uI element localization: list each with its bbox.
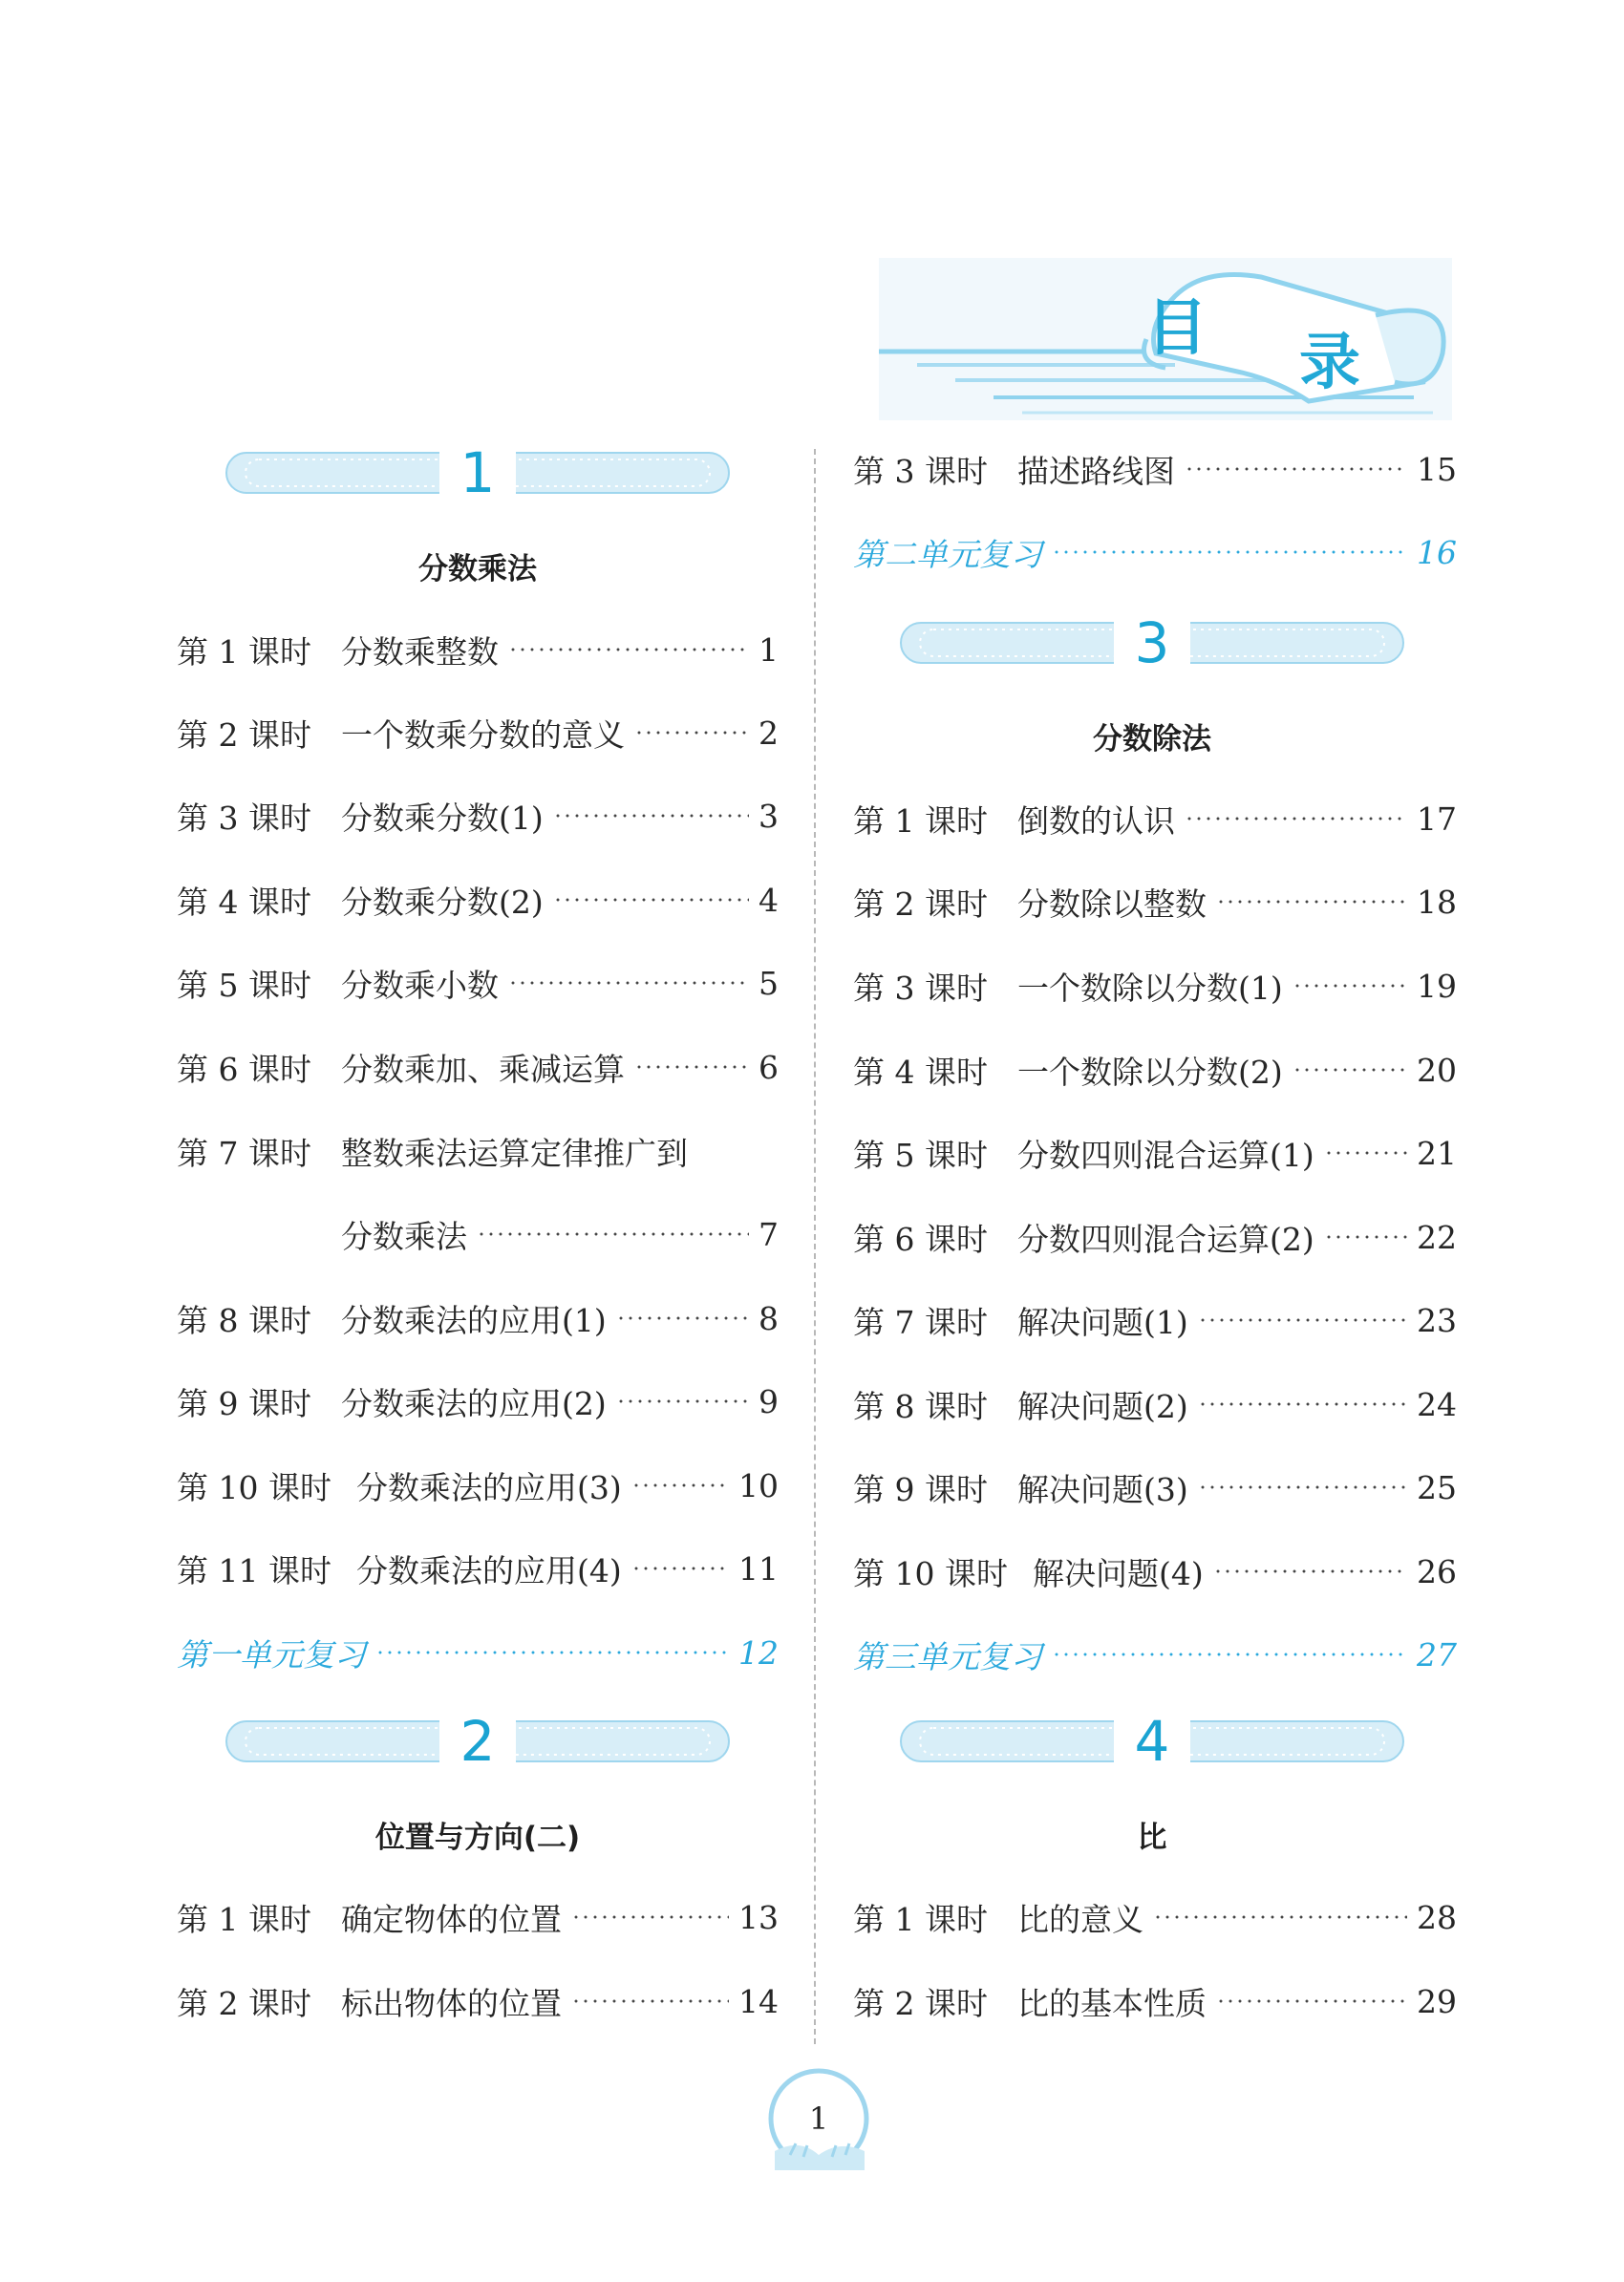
dot-leader (634, 1064, 749, 1070)
dot-leader (631, 1566, 729, 1571)
lesson-name: 确定物体的位置 (341, 1900, 562, 1938)
lesson-name: 分数乘分数(2) (341, 883, 544, 921)
dot-leader (1216, 1998, 1407, 2004)
unit-3-badge (899, 610, 1405, 675)
page-number: 22 (1417, 1218, 1457, 1256)
lesson-name: 倒数的认识 (1017, 801, 1175, 840)
dot-leader (616, 1398, 749, 1404)
unit-number: 4 (1134, 1709, 1170, 1774)
lesson-label: 第 5 课时 (177, 966, 311, 1004)
lesson-label: 第 1 课时 (853, 1900, 988, 1938)
page-number: 14 (738, 1982, 779, 2020)
lesson-label: 第 2 课时 (177, 715, 311, 754)
lesson-label: 第 9 课时 (853, 1470, 988, 1508)
lesson-name: 分数乘法的应用(3) (356, 1468, 622, 1506)
lesson-label: 第 8 课时 (853, 1387, 988, 1425)
toc-entry[interactable] (177, 1380, 779, 1422)
toc-entry[interactable] (177, 795, 779, 837)
lesson-name: 分数除以整数 (1017, 885, 1207, 923)
lesson-name: 比的意义 (1017, 1900, 1143, 1938)
toc-entry-unit-review[interactable] (853, 1633, 1457, 1675)
toc-entry[interactable] (177, 1130, 779, 1172)
dot-leader (508, 980, 749, 986)
lesson-name-continued: 分数乘法 (341, 1217, 467, 1255)
dot-leader (553, 897, 749, 903)
lesson-name: 分数四则混合运算(1) (1017, 1136, 1314, 1174)
toc-entry[interactable] (177, 1046, 779, 1088)
dot-leader (1324, 1150, 1407, 1156)
toc-entry[interactable] (853, 1299, 1457, 1341)
lesson-label: 第 6 课时 (853, 1220, 988, 1258)
lesson-name: 分数乘小数 (341, 966, 499, 1004)
toc-entry[interactable] (853, 1466, 1457, 1508)
page-number: 5 (759, 964, 779, 1002)
unit-title: 分数乘法 (418, 552, 537, 586)
lesson-label: 第 2 课时 (853, 1984, 988, 2022)
toc-entry[interactable] (177, 629, 779, 671)
review-label: 第三单元复习 (853, 1637, 1042, 1675)
page-number: 1 (759, 630, 779, 669)
lesson-label: 第 9 课时 (177, 1384, 311, 1422)
toc-entry[interactable] (853, 1980, 1457, 2022)
dot-leader (634, 730, 749, 736)
toc-entry-unit-review[interactable] (853, 531, 1457, 573)
toc-entry[interactable] (177, 879, 779, 921)
dot-leader (1185, 466, 1407, 472)
dot-leader (508, 647, 749, 652)
toc-entry[interactable] (853, 1049, 1457, 1091)
unit-number: 1 (459, 440, 496, 505)
lesson-label: 第 4 课时 (853, 1053, 988, 1091)
lesson-name: 解决问题(1) (1017, 1303, 1188, 1341)
toc-entry[interactable] (177, 1547, 779, 1589)
lesson-label: 第 3 课时 (177, 799, 311, 837)
page-number: 17 (1417, 800, 1457, 838)
lesson-label: 第 11 课时 (177, 1551, 331, 1589)
page-number: 6 (759, 1048, 779, 1086)
toc-entry[interactable] (177, 1896, 779, 1938)
unit-2-badge (224, 1709, 731, 1774)
toc-entry[interactable] (853, 1550, 1457, 1592)
dot-leader (616, 1315, 749, 1321)
lesson-label: 第 10 课时 (177, 1468, 331, 1506)
review-label: 第二单元复习 (853, 535, 1042, 573)
toc-entry-continuation[interactable] (177, 1213, 779, 1255)
lesson-name: 一个数除以分数(2) (1017, 1053, 1283, 1091)
dot-leader (571, 1914, 729, 1920)
toc-header-banner (860, 258, 1471, 430)
column-divider (814, 449, 816, 2044)
dot-leader (1216, 899, 1407, 905)
lesson-label: 第 8 课时 (177, 1301, 311, 1339)
page-number: 15 (1417, 450, 1457, 488)
dot-leader (1293, 1067, 1407, 1073)
page-number: 27 (1417, 1635, 1457, 1674)
dot-leader (1198, 1317, 1407, 1323)
lesson-label: 第 2 课时 (853, 885, 988, 923)
toc-title-char-1: 目 (1146, 293, 1207, 364)
page-number: 20 (1417, 1051, 1457, 1089)
lesson-label: 第 7 课时 (853, 1303, 988, 1341)
dot-leader (571, 1998, 729, 2004)
unit-title: 位置与方向(二) (374, 1821, 581, 1855)
toc-entry[interactable] (853, 881, 1457, 923)
toc-entry[interactable] (177, 1464, 779, 1506)
toc-entry[interactable] (853, 1896, 1457, 1938)
page-number: 25 (1417, 1468, 1457, 1506)
dot-leader (1153, 1914, 1407, 1920)
lesson-label: 第 1 课时 (177, 632, 311, 671)
lesson-label: 第 3 课时 (853, 969, 988, 1007)
page-number: 28 (1417, 1898, 1457, 1936)
toc-entry[interactable] (853, 1216, 1457, 1258)
page-number: 23 (1417, 1301, 1457, 1339)
unit-number: 2 (459, 1709, 496, 1774)
page-number: 3 (759, 797, 779, 835)
dot-leader (1185, 816, 1407, 821)
lesson-name: 分数乘法的应用(4) (356, 1551, 622, 1589)
lesson-name: 一个数除以分数(1) (1017, 969, 1283, 1007)
lesson-label: 第 10 课时 (853, 1554, 1008, 1592)
toc-entry-unit-review[interactable] (177, 1632, 779, 1674)
page-number: 29 (1417, 1982, 1457, 2020)
lesson-name: 分数四则混合运算(2) (1017, 1220, 1314, 1258)
lesson-name: 描述路线图 (1017, 452, 1175, 490)
toc-entry[interactable] (177, 962, 779, 1004)
lesson-name: 分数乘法的应用(2) (341, 1384, 607, 1422)
dot-leader (553, 813, 749, 819)
unit-4-badge (899, 1709, 1405, 1774)
page-number: 2 (759, 714, 779, 752)
lesson-name: 解决问题(4) (1033, 1554, 1204, 1592)
lesson-label: 第 7 课时 (177, 1134, 311, 1172)
lesson-name: 整数乘法运算定律推广到 (341, 1134, 688, 1172)
lesson-name: 分数乘分数(1) (341, 799, 544, 837)
dot-leader (1293, 983, 1407, 989)
toc-title-char-2: 录 (1299, 328, 1360, 398)
page-number: 11 (738, 1549, 779, 1588)
toc-entry[interactable] (853, 798, 1457, 840)
page-number: 12 (738, 1633, 779, 1672)
page-number: 21 (1417, 1134, 1457, 1172)
dot-leader (1198, 1484, 1407, 1490)
dot-leader (477, 1231, 749, 1237)
review-label: 第一单元复习 (177, 1635, 366, 1674)
lesson-name: 标出物体的位置 (341, 1984, 562, 2022)
footer-page-number: 1 (808, 2101, 829, 2137)
lesson-name: 解决问题(3) (1017, 1470, 1188, 1508)
lesson-name: 一个数乘分数的意义 (341, 715, 625, 754)
page-number: 10 (738, 1466, 779, 1504)
toc-entry[interactable] (853, 448, 1457, 490)
dot-leader (1052, 1652, 1407, 1657)
lesson-label: 第 4 课时 (177, 883, 311, 921)
page-number: 4 (759, 881, 779, 919)
unit-title: 分数除法 (1093, 722, 1211, 757)
unit-title: 比 (1137, 1821, 1167, 1855)
page-number: 8 (759, 1299, 779, 1337)
dot-leader (1198, 1401, 1407, 1407)
lesson-name: 分数乘法的应用(1) (341, 1301, 607, 1339)
page-number: 7 (759, 1215, 779, 1253)
dot-leader (1052, 549, 1407, 555)
toc-entry[interactable] (177, 712, 779, 754)
lesson-label: 第 1 课时 (177, 1900, 311, 1938)
dot-leader (1324, 1234, 1407, 1240)
toc-entry[interactable] (177, 1297, 779, 1339)
lesson-label: 第 6 课时 (177, 1050, 311, 1088)
page-number: 26 (1417, 1552, 1457, 1590)
toc-entry[interactable] (853, 965, 1457, 1007)
lesson-name: 比的基本性质 (1017, 1984, 1207, 2022)
toc-entry[interactable] (177, 1980, 779, 2022)
page-number: 9 (759, 1382, 779, 1420)
lesson-name: 解决问题(2) (1017, 1387, 1188, 1425)
page-number: 16 (1417, 533, 1457, 571)
toc-entry[interactable] (853, 1383, 1457, 1425)
page-number: 18 (1417, 883, 1457, 921)
toc-entry[interactable] (853, 1132, 1457, 1174)
dot-leader (631, 1482, 729, 1488)
unit-number: 3 (1134, 610, 1170, 675)
lesson-label: 第 1 课时 (853, 801, 988, 840)
dot-leader (375, 1650, 729, 1655)
lesson-name: 分数乘加、乘减运算 (341, 1050, 625, 1088)
lesson-label: 第 2 课时 (177, 1984, 311, 2022)
page-number: 13 (738, 1898, 779, 1936)
lesson-label: 第 3 课时 (853, 452, 988, 490)
lesson-label: 第 5 课时 (853, 1136, 988, 1174)
dot-leader (1213, 1568, 1407, 1574)
page-number: 24 (1417, 1385, 1457, 1423)
lesson-name: 分数乘整数 (341, 632, 499, 671)
unit-1-badge (224, 440, 731, 505)
page-number: 19 (1417, 967, 1457, 1005)
